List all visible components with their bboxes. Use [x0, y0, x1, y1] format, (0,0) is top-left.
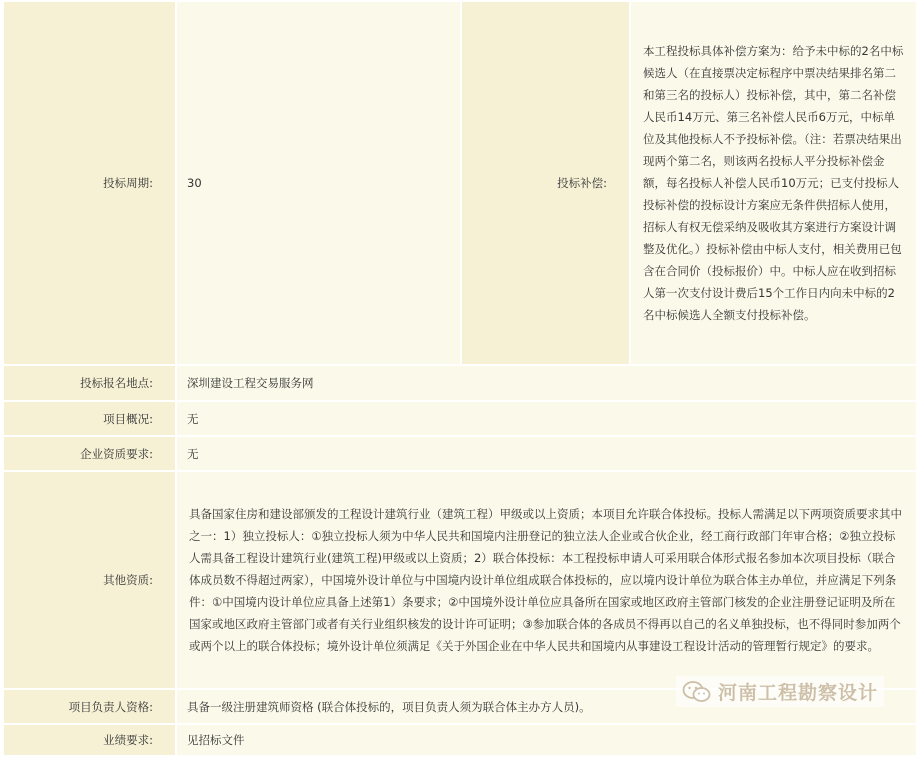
wechat-icon	[682, 680, 712, 704]
other-qualification-value: 具备国家住房和建设部颁发的工程设计建筑行业（建筑工程）甲级或以上资质；本项目允许联合体投标。投标人需满足以下两项资质要求其中之一：1）独立投标人：①独立投标人须为中华人民共和国境内注册登记的独立法人企业或合伙企业，经工商行政部门年审合格；②独立投标人需具备工程设计建筑行业(建筑工程)甲级或以上资质；2）联合体投标：本工程投标申请人可采用联合体形式报名参加本次项目投标（联合体成员数不得超过两家），中国境外设计单位与中国境内设计单位组成联合体投标的，应以境内设计单位为联合体主办单位，并应满足下列条件：①中国境内设计单位应具备上述第1）条要求；②中国境外设计单位应具备所在国家或地区政府主管部门核发的企业注册登记证明及所在国家或地区政府主管部门或者有关行业组织核发的设计许可证明；③参加联合体的各成员不得再以自己的名义单独投标，也不得同时参加两个或两个以上的联合体投标；境外设计单位须满足《关于外国企业在中华人民共和国境内从事建设工程设计活动的管理暂行规定》的要求。	[177, 472, 916, 688]
performance-value: 见招标文件	[177, 725, 916, 755]
bid-compensation-label: 投标补偿:	[462, 2, 629, 364]
bid-period-value: 30	[177, 2, 460, 364]
registration-place-label: 投标报名地点:	[4, 366, 175, 400]
bid-compensation-value: 本工程投标具体补偿方案为：给予未中标的2名中标候选人（在直接票决定标程序中票决结果排名第二和第三名的投标人）投标补偿，其中，第二名补偿人民币14万元、第三名补偿人民币6万元，中标单位及其他投标人不予投标补偿。（注：若票决结果出现两个第二名，则该两名投标人平分投标补偿金额，每名投标人补偿人民币10万元；已支付投标人投标补偿的投标设计方案应无条件供招标人使用，招标人有权无偿采纳及吸收其方案进行方案设计调整及优化。）投标补偿由中标人支付，相关费用已包含在合同价（投标报价）中。中标人应在收到招标人第一次支付设计费后15个工作日内向未中标的2名中标候选人全额支付投标补偿。	[631, 2, 916, 364]
performance-label: 业绩要求:	[4, 725, 175, 755]
watermark	[676, 676, 884, 707]
project-overview-value: 无	[177, 402, 916, 435]
table-row	[4, 402, 916, 435]
project-overview-label: 项目概况:	[4, 402, 175, 435]
registration-place-value: 深圳建设工程交易服务网	[177, 366, 916, 400]
table-row	[4, 2, 916, 364]
watermark-text: 河南工程勘察设计	[718, 682, 879, 704]
bid-period-label: 投标周期:	[4, 2, 175, 364]
tender-info-table	[2, 0, 918, 757]
table-row	[4, 472, 916, 688]
project-leader-value: 具备一级注册建筑师资格 (联合体投标的，项目负责人须为联合体主办方人员)。	[177, 690, 916, 723]
enterprise-qualification-label: 企业资质要求:	[4, 437, 175, 470]
table-row	[4, 437, 916, 470]
table-row	[4, 366, 916, 400]
project-leader-label: 项目负责人资格:	[4, 690, 175, 723]
other-qualification-label: 其他资质:	[4, 472, 175, 688]
enterprise-qualification-value: 无	[177, 437, 916, 470]
